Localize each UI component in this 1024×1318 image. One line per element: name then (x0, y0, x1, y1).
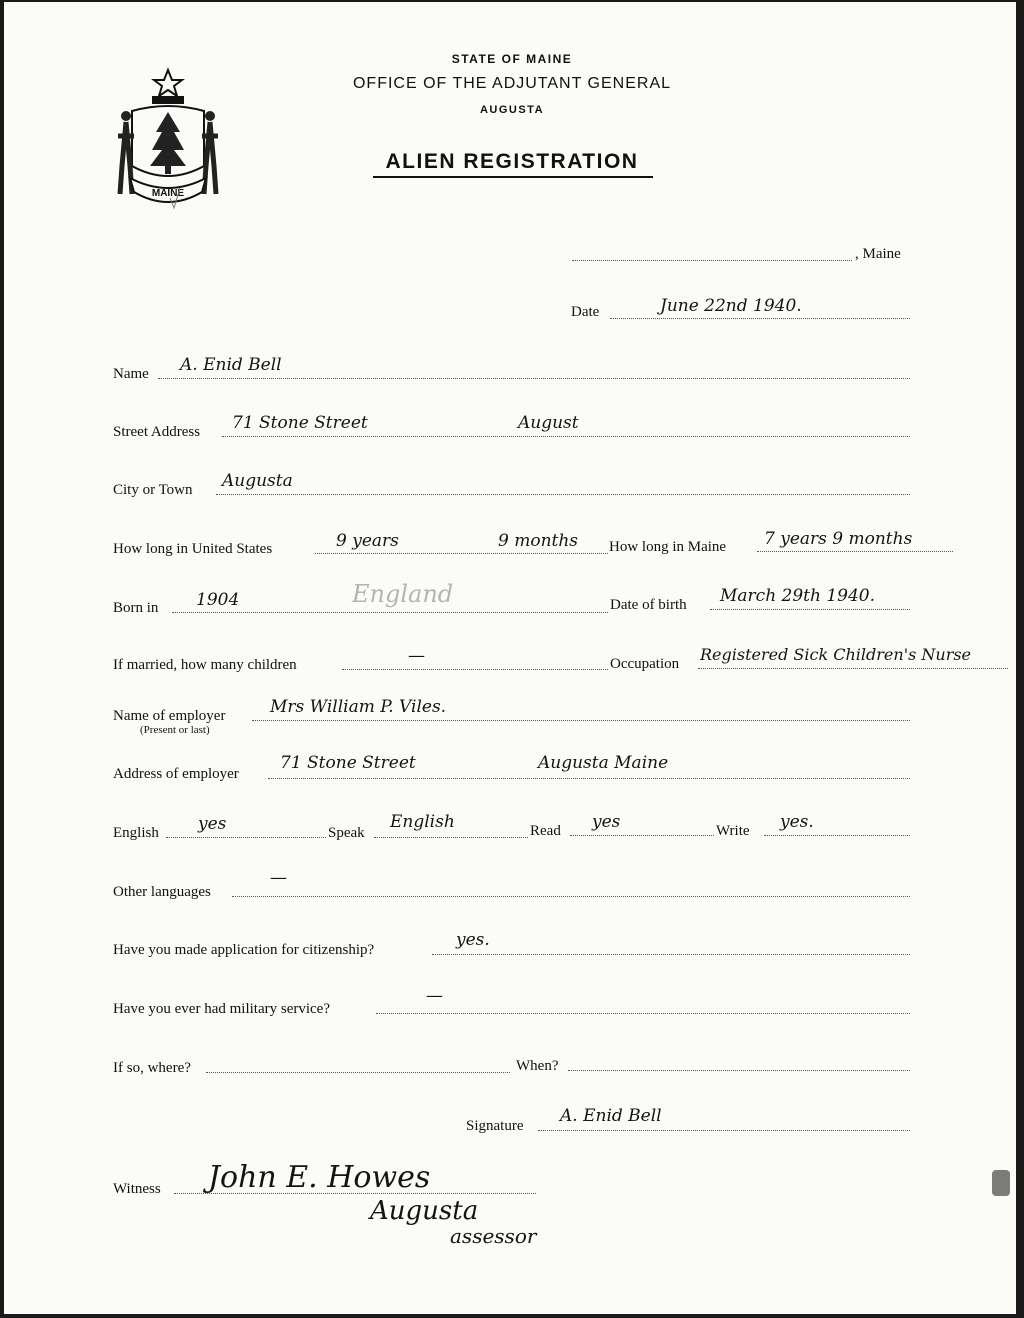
dob-line (710, 609, 910, 610)
employer-address-extra: Augusta Maine (538, 753, 669, 773)
street-extra: August (518, 413, 579, 433)
how-long-maine-label: How long in Maine (609, 539, 727, 555)
city-line (216, 494, 910, 495)
how-long-us-label: How long in United States (113, 541, 273, 557)
children-value: — (408, 646, 425, 666)
write-value: yes. (780, 812, 814, 832)
employer-address-label: Address of employer (113, 766, 239, 782)
english-line (166, 837, 326, 838)
children-label: If married, how many children (113, 657, 297, 673)
citizenship-value: yes. (456, 930, 490, 950)
street-line (222, 436, 910, 437)
seal-text: MAINE (151, 188, 185, 199)
citizenship-label: Have you made application for citizenship? (113, 942, 375, 958)
city-label: City or Town (113, 482, 193, 498)
signature-line (538, 1130, 910, 1131)
witness-title: assessor (450, 1224, 537, 1248)
how-long-us-value: 9 years (336, 531, 399, 551)
how-long-us-line (315, 553, 608, 554)
header-state: STATE OF MAINE (451, 52, 573, 66)
date-value: June 22nd 1940. (660, 296, 802, 316)
speak-value: English (390, 812, 455, 832)
witness-label: Witness (113, 1181, 161, 1197)
when-line (568, 1070, 910, 1071)
military-value: — (426, 986, 443, 1006)
military-label: Have you ever had military service? (113, 1001, 330, 1017)
read-line (570, 835, 714, 836)
witness-name: John E. Howes (208, 1160, 431, 1195)
born-value: 1904 (196, 590, 240, 610)
how-long-us-extra: 9 months (498, 531, 579, 551)
location-suffix: , Maine (855, 246, 901, 262)
write-label: Write (716, 823, 750, 839)
name-label: Name (113, 366, 149, 382)
read-value: yes (592, 812, 621, 832)
date-line (610, 318, 910, 319)
where-line (206, 1072, 510, 1073)
write-line (764, 835, 910, 836)
location-line (572, 260, 852, 261)
when-label: When? (516, 1058, 559, 1074)
dob-label: Date of birth (610, 597, 687, 613)
dob-value: March 29th 1940. (720, 586, 876, 606)
occupation-value: Registered Sick Children's Nurse (700, 645, 972, 664)
speak-label: Speak (328, 825, 365, 841)
signature-value: A. Enid Bell (560, 1106, 662, 1126)
citizenship-line (432, 954, 910, 955)
employer-line (252, 720, 910, 721)
other-languages-line (232, 896, 910, 897)
date-label: Date (571, 304, 600, 320)
born-line (172, 612, 608, 613)
header-office: OFFICE OF THE ADJUTANT GENERAL (352, 75, 672, 92)
born-extra: England (352, 580, 454, 608)
how-long-maine-value: 7 years 9 months (764, 529, 913, 549)
born-label: Born in (113, 600, 159, 616)
speak-line (374, 837, 528, 838)
city-value: Augusta (222, 471, 293, 491)
street-value: 71 Stone Street (232, 413, 368, 433)
employer-sublabel: (Present or last) (140, 724, 210, 736)
english-label: English (113, 825, 159, 841)
read-label: Read (530, 823, 561, 839)
employer-address-value: 71 Stone Street (280, 753, 416, 773)
other-languages-value: — (270, 868, 287, 888)
scan-edge-mark (992, 1170, 1010, 1196)
english-value: yes (198, 814, 227, 834)
occupation-line (698, 668, 1008, 669)
form-title: ALIEN REGISTRATION (385, 150, 639, 173)
military-line (376, 1013, 910, 1014)
name-line (158, 378, 910, 379)
where-label: If so, where? (113, 1060, 191, 1076)
children-line (342, 669, 608, 670)
employer-label: Name of employer (113, 708, 226, 724)
how-long-maine-line (757, 551, 953, 552)
employer-address-line (268, 778, 910, 779)
employer-value: Mrs William P. Viles. (270, 697, 447, 717)
occupation-label: Occupation (610, 656, 680, 672)
witness-town: Augusta (370, 1196, 479, 1226)
other-languages-label: Other languages (113, 884, 211, 900)
street-label: Street Address (113, 424, 201, 440)
name-value: A. Enid Bell (180, 355, 282, 375)
header-city: AUGUSTA (479, 104, 545, 116)
signature-label: Signature (466, 1118, 524, 1134)
title-underline (373, 176, 653, 178)
